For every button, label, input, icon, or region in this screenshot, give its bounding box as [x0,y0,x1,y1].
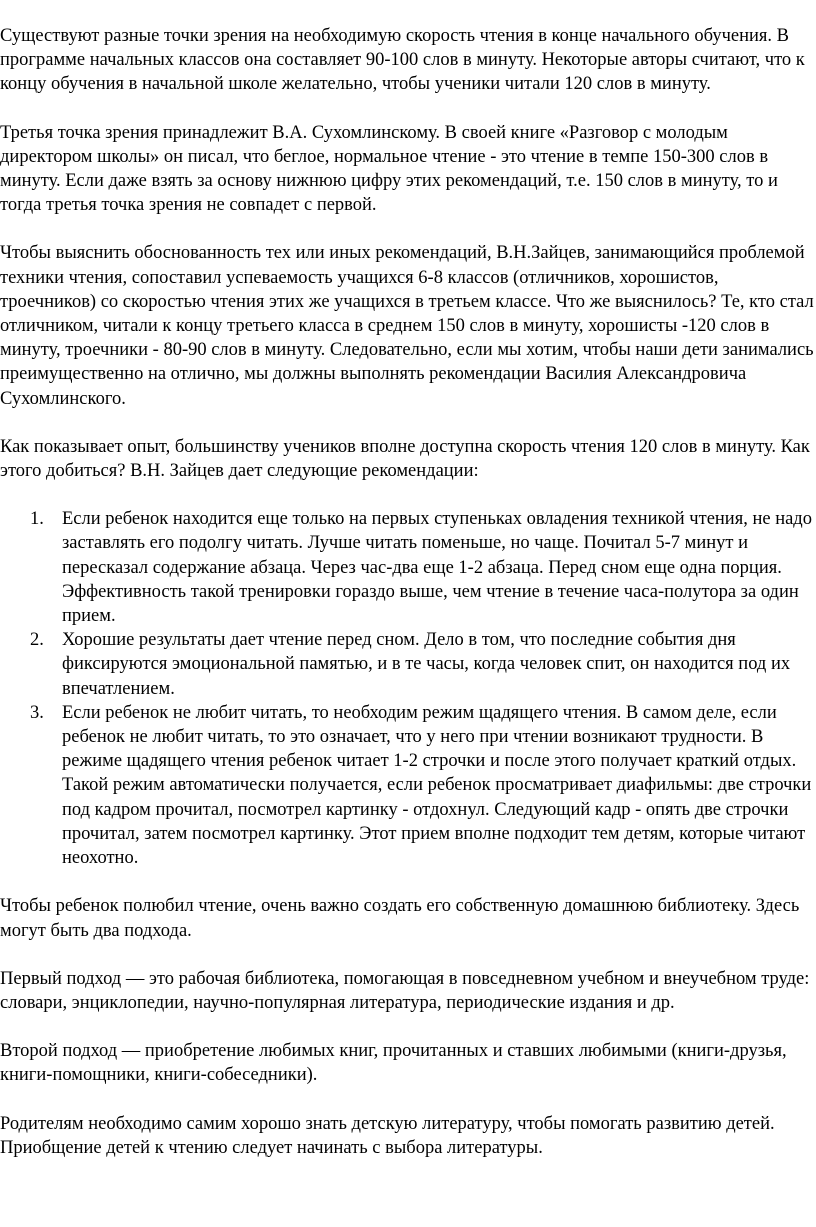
list-item [0,701,814,870]
list-item [0,628,814,701]
list-item-number: 2. [30,630,44,651]
paragraph-zaitsev-study: Чтобы выяснить обоснованность тех или иных рекомендаций, В.Н.Зайцев, занимающийся проблемой техники чтения, сопоставил успеваемость учащихся 6-8 классов (отличников, хорошистов, троечников) со скоростью чтения этих же учащихся в третьем классе. Что же выяснилось? Те, кто стал отличником, читали к концу третьего класса в среднем 150 слов в минуту, хорошисты -120 слов в минуту, троечники - 80-90 слов в минуту. Следовательно, если мы хотим, чтобы наши дети занимались преимущественно на отлично, мы должны выполнять рекомендации Василия Александровича Сухомлинского. [0,243,814,409]
paragraph-second-approach: Второй подход — приобретение любимых книг, прочитанных и ставших любимыми (книги-друзья, книги-помощники, книги-собеседники). [0,1041,787,1086]
document-page [0,24,814,1184]
paragraph-reading-speed-views: Существуют разные точки зрения на необходимую скорость чтения в конце начального обучения. В программе начальных классов она составляет 90-100 слов в минуту. Некоторые авторы считают, что к концу обучения в начальной школе желательно, чтобы ученики читали 120 слов в минуту. [0,26,805,95]
list-item-text: Если ребенок находится еще только на первых ступеньках овладения техникой чтения, не надо заставлять его подолгу читать. Лучше читать поменьше, но чаще. Почитал 5-7 минут и пересказал содержание абзаца. Через час-два еще 1-2 абзаца. Перед сном еще одна порция. Эффективность такой тренировки гораздо выше, чем чтение в течение часа-полутора за один прием. [62,509,812,627]
recommendations-list [0,507,814,870]
list-item-number: 1. [30,509,44,530]
paragraph-first-approach: Первый подход — это рабочая библиотека, помогающая в повседневном учебном и внеучебном труде: словари, энциклопедии, научно-популярная литература, периодические издания и др. [0,968,810,1013]
list-item-number: 3. [30,702,44,723]
paragraph-parents-role: Родителям необходимо самим хорошо знать детскую литературу, чтобы помогать развитию детей. Приобщение детей к чтению следует начинать с выбора литературы. [0,1113,775,1158]
paragraph-home-library: Чтобы ребенок полюбил чтение, очень важно создать его собственную домашнюю библиотеку. Здесь могут быть два подхода. [0,896,800,941]
paragraph-recommendations-intro: Как показывает опыт, большинству учеников вполне доступна скорость чтения 120 слов в минуту. Как этого добиться? В.Н. Зайцев дает следующие рекомендации: [0,436,810,482]
list-item [0,507,814,628]
list-item-text: Если ребенок не любит читать, то необходим режим щадящего чтения. В самом деле, если ребенок не любит читать, то это означает, что у него при чтении возникают трудности. В режиме щадящего чтения ребенок читает 1-2 строчки и после этого получает краткий отдых. Такой режим автоматически получается, если ребенок просматривает диафильмы: две строчки под кадром прочитал, посмотрел картинку - отдохнул. Следующий кадр - опять две строчки прочитал, затем посмотрел картинку. Этот прием вполне подходит тем детям, которые читают неохотно. [62,702,812,869]
list-item-text: Хорошие результаты дает чтение перед сном. Дело в том, что последние события дня фиксируются эмоциональной памятью, и в те часы, когда человек спит, он находится под их впечатлением. [62,630,791,699]
paragraph-sukhomlinsky-view: Третья точка зрения принадлежит В.А. Сухомлинскому. В своей книге «Разговор с молодым директором школы» он писал, что беглое, нормальное чтение - это чтение в темпе 150-300 слов в минуту. Если даже взять за основу нижнюю цифру этих рекомендаций, т.е. 150 слов в минуту, то и тогда третья точка зрения не совпадет с первой. [0,122,778,216]
